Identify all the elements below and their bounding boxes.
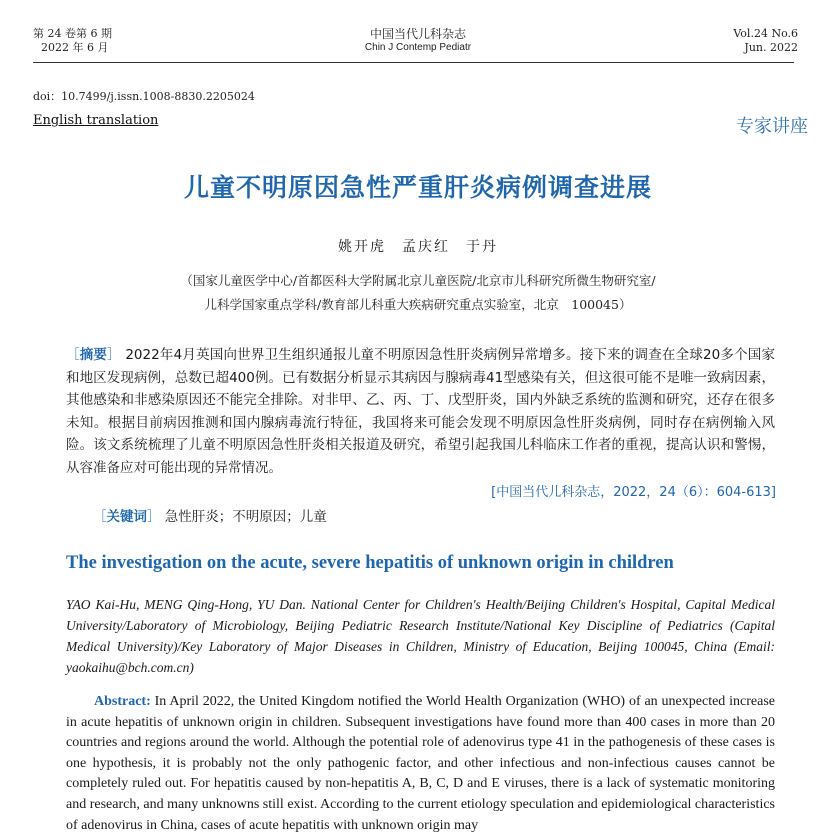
abstract-cn-text: 2022年4月英国向世界卫生组织通报儿童不明原因急性肝炎病例异常增多。接下来的调查在全球20多个国家和地区发现病例，总数已超400例。已有数据分析显示其病因与腺病毒41型感染有关，但这很可能不是唯一致病因素，其他感染和非感染原因还不能完全排除。对非甲、乙、丙、丁、戊型肝炎，国内外缺乏系统的监测和研究，还存在很多未知。根据目前病因推测和国内腺病毒流行特征，我国将来可能会发现不明原因急性肝炎病例，同时存在病例输入风险。该文系统梳理了儿童不明原因急性肝炎相关报道及研究，希望引起我国儿科临床工作者的重视，提高认识和警惕，从容准备应对可能出现的异常情况。 — [66, 347, 776, 476]
authors-cn: 姚开虎 孟庆红 于丹 — [338, 239, 498, 255]
journal-name-cn: 中国当代儿科杂志 — [369, 27, 466, 41]
affiliation-cn — [0, 269, 836, 317]
abstract-en-label: Abstract: — [94, 694, 151, 709]
header-rule — [33, 62, 794, 63]
article-title-cn: 儿童不明原因急性严重肝炎病例调查进展 — [183, 173, 652, 202]
column-name: 专家讲座 — [736, 116, 808, 137]
affiliation-cn-line2: 儿科学国家重点学科/教育部儿科重大疾病研究重点实验室，北京 100045） — [204, 297, 632, 312]
abstract-cn: ［摘要］ 2022年4月英国向世界卫生组织通报儿童不明原因急性肝炎病例异常增多。接下来的调查在全球20多个国家和地区发现病例，总数已超400例。已有数据分析显示其病因与腺病毒41型感染有关，但这很可能不是唯一致病因素，其他感染和非感染原因还不能完全排除。对非甲、乙、丙、丁、戊型肝炎，国内外缺乏系统的监测和研究，还存在很多未知。根据目前病因推测和国内腺病毒流行特征，我国将来可能会发现不明原因急性肝炎病例，同时存在病例输入风险。该文系统梳理了儿童不明原因急性肝炎相关报道及研究，希望引起我国儿科临床工作者的重视，提高认识和警惕，从容准备应对可能出现的异常情况。 — [66, 347, 776, 476]
journal-issue-en — [733, 27, 798, 55]
authors-affiliation-en: YAO Kai-Hu, MENG Qing-Hong, YU Dan. National Center for Children's Health/Beijing Children's Hospital, Capital Medical University/Laboratory of Microbiology, Beijing Pediatric Research Institute/National Key Discipline of Pediatrics (Capital Medical University)/Key Laboratory of Major Diseases in Children, Ministry of Education, Beijing 100045, China (Email: yaokaihu@bch.com.cn) — [66, 597, 775, 675]
date-en: Jun. 2022 — [744, 41, 798, 54]
doi: doi：10.7499/j.issn.1008-8830.2205024 — [33, 90, 255, 103]
volume-issue-en: Vol.24 No.6 — [733, 27, 798, 40]
journal-name-en: Chin J Contemp Pediatr — [364, 42, 472, 53]
abstract-en-text: In April 2022, the United Kingdom notified the World Health Organization (WHO) of an unexpected increase in acute hepatitis of unknown origin in children. Subsequent investigations have found more than 400 cases in more than 20 countries and regions around the world. Although the potential role of adenovirus type 41 in the pathogenesis of these cases is one hypothesis, it is probably not the only pathogenic factor, and other infectious and non-infectious causes cannot be completely ruled out. For hepatitis caused by non-hepatitis A, B, C, D and E viruses, there is a lack of systematic monitoring and research, and many unknowns still exist. According to the current etiology speculation and epidemiological characteristics of adenovirus in China, cases of acute hepatitis with unknown origin may — [66, 694, 776, 833]
abstract-en — [66, 692, 775, 836]
journal-name — [0, 27, 836, 55]
date-cn: 2022 年 6 月 — [41, 41, 109, 54]
citation-cn: [中国当代儿科杂志，2022，24（6）：604-613] — [491, 485, 776, 500]
keywords-cn: ［关键词］ 急性肝炎；不明原因；儿童 — [93, 509, 327, 525]
article-title-en: The investigation on the acute, severe hepatitis of unknown origin in children — [66, 553, 674, 573]
affiliation-cn-line1: （国家儿童医学中心/首都医科大学附属北京儿童医院/北京市儿科研究所微生物研究室/ — [180, 273, 656, 288]
english-translation-link[interactable]: English translation — [33, 113, 159, 128]
keywords-label: 关键词 — [106, 509, 147, 525]
volume-issue-cn: 第 24 卷第 6 期 — [33, 27, 112, 40]
keywords-cn-text: 急性肝炎；不明原因；儿童 — [164, 509, 327, 525]
abstract-cn-label: 摘要 — [79, 347, 108, 363]
